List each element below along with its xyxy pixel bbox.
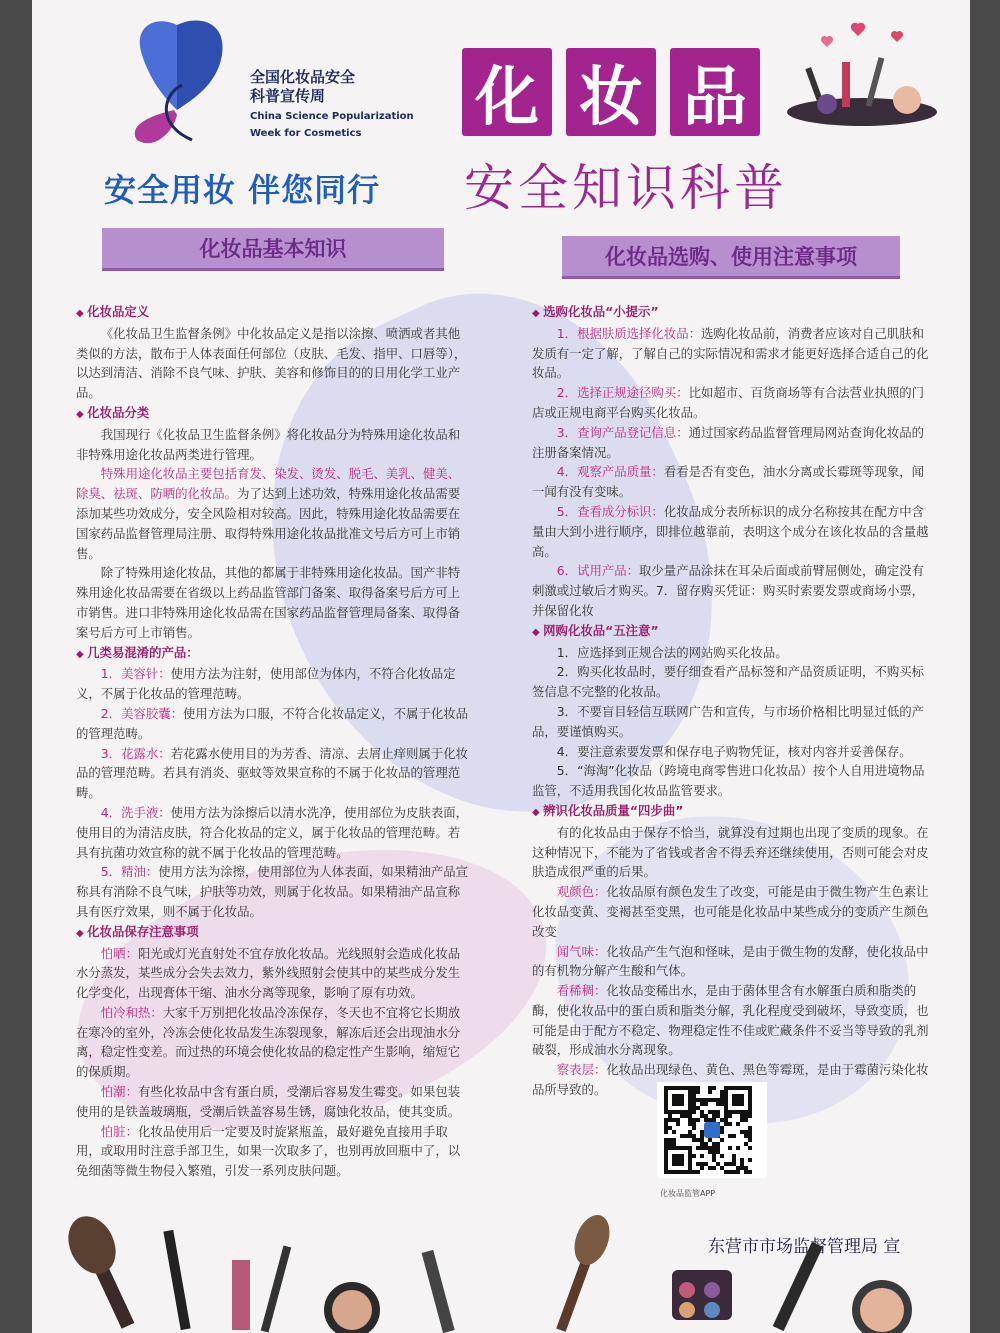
paragraph-text: 使用方法为注射，使用部位为体内，不符合化妆品定义，不属于化妆品的管理范畴。	[76, 666, 456, 702]
title-char: 品	[670, 48, 760, 136]
highlight-label: 2．美容胶囊：	[100, 705, 184, 721]
poster-subtitle: 安全知识科普	[464, 159, 788, 217]
paragraph	[76, 862, 468, 921]
paragraph	[76, 464, 468, 563]
paragraph	[76, 664, 468, 704]
paragraph-text: 使用方法为口服，不符合化妆品定义，不属于化妆品的管理范畴。	[76, 705, 469, 741]
paragraph	[532, 324, 930, 383]
highlight-label: 闻气味：	[556, 943, 607, 959]
paragraph-text: 化妆品使用后一定要及时旋紧瓶盖，最好避免直接用手取用，或取用时注意手部卫生，如果一次取多了，也别再放回瓶中了，以免细菌等微生物侵入繁殖，引发一系列皮肤问题。	[76, 1123, 461, 1179]
purchase-column	[532, 302, 930, 1100]
highlight-label: 3．查询产品登记信息：	[556, 424, 689, 440]
title-char: 妆	[566, 48, 656, 136]
highlight-label: 怕脏：	[100, 1123, 138, 1139]
paragraph-text: 化妆品成分表所标识的成分名称按其在配方中含量由大到小进行顺序，即排位越靠前，表明这个成分在该化妆品的含量越高。	[532, 503, 929, 559]
paragraph	[76, 944, 468, 1003]
highlight-label: 4．洗手液：	[100, 804, 171, 820]
paragraph: 4．要注意索要发票和保存电子购物凭证，核对内容并妥善保存。	[556, 743, 912, 759]
highlight-label: 1．美容针：	[100, 666, 171, 682]
paragraph-text: 化妆品变稀出水，是由于菌体里含有水解蛋白质和脂类的酶，使化妆品中的蛋白质和脂类分解，乳化程度受到破坏，导致变质，也可能是由于配方不稳定、物理稳定性不佳或贮藏条件不妥当等导致的乳剂破裂，形成油水分离现象。	[532, 983, 929, 1058]
paragraph: 2．购买化妆品时，要仔细查看产品标签和产品资质证明，不购买标签信息不完整的化妆品。	[532, 664, 925, 700]
paragraph	[76, 803, 468, 862]
paragraph	[532, 462, 930, 502]
paragraph-text: 为了达到上述功效，特殊用途化妆品需要添加某些功效成分，安全风险相对较高。因此，特殊用途化妆品需要在国家药品监督管理局注册、取得特殊用途化妆品批准文号后方可上市销售。	[76, 486, 461, 561]
logo-cn-line2: 科普宣传周	[250, 87, 326, 105]
paragraph-text: 选购化妆品前，消费者应该对自己肌肤和发质有一定了解，了解自己的实际情况和需求才能更好选择合适自己的化妆品。	[532, 325, 929, 381]
paragraph: 有的化妆品由于保存不恰当，就算没有过期也出现了变质的现象。在这种情况下，不能为了省钱或者舍不得丢弃还继续使用，否则可能会对皮肤造成很严重的后果。	[532, 824, 929, 880]
paragraph-text: 大家千万别把化妆品冷冻保存，冬天也不宜将它长期放在寒冷的室外，冷冻会使化妆品发生冻裂现象，解冻后还会出现油水分离，稳定性变差。而过热的环境会使化妆品的稳定性产生影响，缩短它的保质期。	[76, 1004, 461, 1080]
paragraph: 除了特殊用途化妆品，其他的都属于非特殊用途化妆品。国产非特殊用途化妆品需要在省级以上药品监管部门备案、取得备案号后方可上市销售。进口非特殊用途化妆品需在国家药品监督管理局备案、取得备案号后方可上市销售。	[76, 565, 461, 640]
paragraph-text: 使用方法为涂擦后以清水洗净，使用部位为皮肤表面，使用目的为清洁皮肤，符合化妆品的定义，属于化妆品的管理范畴。若具有抗菌功效宣称的就不属于化妆品的管理范畴。	[76, 804, 469, 860]
highlight-label: 5．查看成分标识：	[556, 503, 664, 519]
qr-code[interactable]	[657, 1082, 767, 1178]
paragraph	[532, 561, 930, 620]
slogan: 安全用妆 伴您同行	[104, 171, 381, 209]
paragraph	[76, 1082, 468, 1122]
paragraph-text: 化妆品原有颜色发生了改变，可能是由于微生物产生色素让化妆品变黄、变褐甚至变黑，也可能是化妆品中某些成分的变质产生颜色改变	[532, 884, 929, 939]
paragraph	[76, 1003, 468, 1082]
paragraph	[532, 942, 930, 982]
highlight-label: 怕潮：	[100, 1084, 138, 1100]
paragraph: 《化妆品卫生监督条例》中化妆品定义是指以涂擦、喷洒或者其他类似的方法，散布于人体表面任何部位（皮肤、毛发、指甲、口唇等），以达到清洁、消除不良气味、护肤、美容和修饰目的的日用化学工业产品。	[76, 325, 467, 401]
paragraph	[532, 502, 930, 561]
section-heading-basics: 化妆品基本知识	[102, 228, 444, 271]
paragraph-text: 通过国家药品监督管理局网站查询化妆品的注册备案情况。	[532, 424, 925, 460]
poster	[32, 0, 970, 1333]
butterfly-logo-icon	[122, 15, 232, 150]
subsection-heading: ◆ 化妆品保存注意事项	[76, 922, 468, 944]
paragraph	[76, 1122, 468, 1181]
makeup-illustration-icon	[782, 12, 942, 132]
paragraph-text: 化妆品出现绿色、黄色、黑色等霉斑，是由于霉菌污染化妆品所导致的。	[532, 1062, 929, 1098]
logo-en-line1: China Science Popularization	[250, 111, 414, 122]
paragraph-text: 比如超市、百货商场等有合法营业执照的门店或正规电商平台购买化妆品。	[532, 385, 925, 420]
highlight-label: 特殊用途化妆品主要包括育发、染发、烫发、脱毛、美乳、健美、除臭、祛斑、防晒的化妆品。	[76, 466, 461, 502]
paragraph: 1．应选择到正规合法的网站购买化妆品。	[556, 644, 788, 660]
title-char: 化	[462, 48, 552, 136]
basics-column	[76, 302, 468, 1181]
subsection-heading: ◆ 几类易混淆的产品：	[76, 643, 468, 665]
paragraph	[76, 704, 468, 744]
highlight-label: 1．根据肤质选择化妆品：	[556, 325, 701, 341]
highlight-label: 怕晒：	[100, 945, 138, 961]
highlight-label: 观颜色：	[556, 884, 607, 900]
paragraph: 3．不要盲目轻信互联网广告和宣传，与市场价格相比明显过低的产品，要谨慎购买。	[532, 703, 925, 739]
subsection-heading: ◆ 网购化妆品“五注意”	[532, 621, 930, 643]
paragraph: 我国现行《化妆品卫生监督条例》将化妆品分为特殊用途化妆品和非特殊用途化妆品两类进行管理。	[76, 426, 461, 462]
logo-en-line2: Week for Cosmetics	[250, 128, 362, 139]
subsection-heading: ◆ 辨识化妆品质量“四步曲”	[532, 801, 930, 823]
highlight-label: 怕冷和热：	[100, 1004, 163, 1020]
qr-caption: 化妆品监管APP	[660, 1189, 716, 1198]
logo-text	[250, 68, 414, 140]
paragraph	[532, 383, 930, 423]
section-heading-purchase: 化妆品选购、使用注意事项	[562, 236, 900, 279]
highlight-label: 看稀稠：	[556, 983, 607, 999]
highlight-label: 6．试用产品：	[556, 563, 640, 579]
highlight-label: 4．观察产品质量：	[556, 464, 664, 480]
paragraph: 5．“海淘”化妆品（跨境电商零售进口化妆品）按个人自用进境物品监管，不适用我国化妆品监管要求。	[532, 763, 925, 799]
poster-title	[462, 48, 760, 136]
logo-cn-line1: 全国化妆品安全	[250, 68, 356, 86]
issuing-authority: 东营市市场监督管理局 宣	[708, 1237, 901, 1257]
highlight-label: 3．花露水：	[100, 745, 171, 761]
subsection-heading: ◆ 化妆品定义	[76, 302, 468, 324]
paragraph-text: 阳光或灯光直射处不宜存放化妆品。光线照射会造成化妆品水分蒸发，某些成分会失去效力，紫外线照射会使其中的某些成分发生化学变化，出现膏体干缩、油水分离等现象，影响了原有功效。	[76, 945, 461, 1001]
highlight-label: 2．选择正规途径购买：	[556, 385, 689, 401]
makeup-tools-illustration-icon	[32, 1200, 970, 1333]
paragraph-text: 有些化妆品中含有蛋白质，受潮后容易发生霉变。如果包装使用的是铁盖玻璃瓶，受潮后铁盖容易生锈，腐蚀化妆品，使其变质。	[76, 1084, 461, 1119]
subsection-heading: ◆ 化妆品分类	[76, 403, 468, 425]
paragraph	[76, 744, 468, 803]
paragraph-text: 若花露水使用目的为芳香、清凉、去屑止痒则属于化妆品的管理范畴。若具有消炎、驱蚊等效果宣称的不属于化妆品的管理范畴。	[76, 745, 469, 801]
paragraph	[532, 882, 930, 941]
paragraph-text: 化妆品产生气泡和怪味，是由于微生物的发酵，使化妆品中的有机物分解产生酸和气体。	[532, 943, 929, 979]
paragraph-text: 取少量产品涂抹在耳朵后面或前臂屈侧处，确定没有刺激或过敏后才购买。7．留存购买凭证：购买时索要发票或商场小票，并保留化妆	[532, 563, 925, 618]
paragraph-text: 看看是否有变色，油水分离或长霉斑等现象，闻一闻有没有变味。	[532, 464, 925, 500]
paragraph	[532, 423, 930, 463]
highlight-label: 察表层：	[556, 1062, 607, 1078]
paragraph	[532, 981, 930, 1060]
highlight-label: 5．精油：	[100, 864, 159, 880]
subsection-heading: ◆ 选购化妆品“小提示”	[532, 302, 930, 324]
paragraph-text: 使用方法为涂擦，使用部位为人体表面，如果精油产品宣称具有消除不良气味，护肤等功效，则属于化妆品。如果精油产品宣称具有医疗效果，则不属于化妆品。	[76, 864, 469, 919]
